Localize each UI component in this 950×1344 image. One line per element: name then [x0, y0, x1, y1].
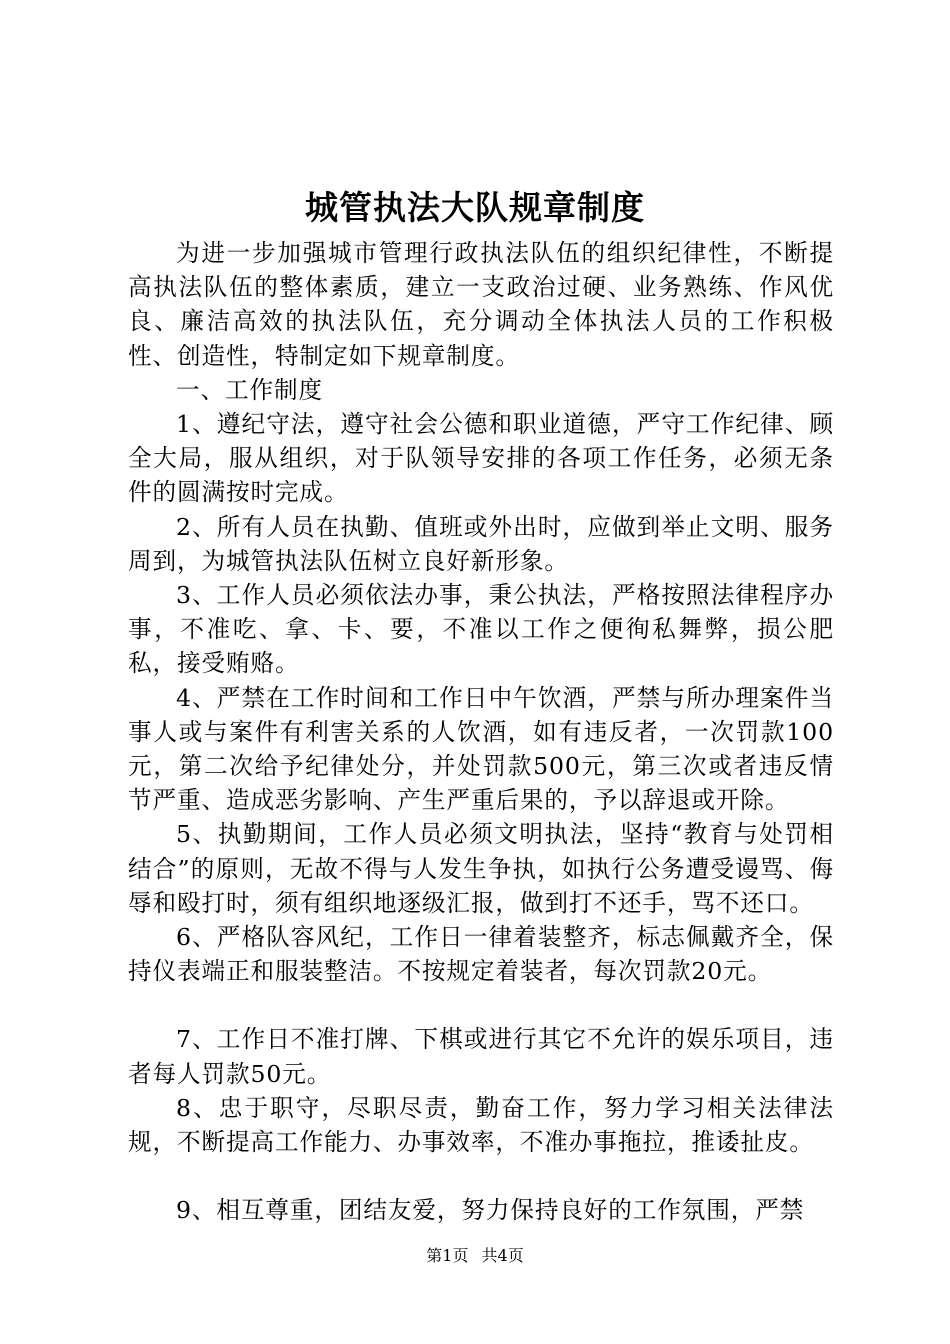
rule-paragraph: 9、相互尊重，团结友爱，努力保持良好的工作氛围，严禁: [176, 1196, 805, 1225]
document-title: 城管执法大队规章制度: [305, 188, 645, 227]
rule-paragraph: 5、执勤期间，工作人员必须文明执法，坚持“教育与处罚相结合”的原则，无故不得与人发生争执，如执行公务遭受谩骂、侮辱和殴打时，须有组织地逐级汇报，做到打不还手，骂不还口。: [128, 820, 834, 917]
rule-paragraph: 6、严格队容风纪，工作日一律着装整齐，标志佩戴齐全，保持仪表端正和服装整洁。不按规定着装者，每次罚款20元。: [128, 923, 834, 986]
rule-paragraph: 8、忠于职守，尽职尽责，勤奋工作，努力学习相关法律法规，不断提高工作能力、办事效率，不准办事拖拉，推诿扯皮。: [128, 1093, 834, 1157]
section-heading: 一、工作制度: [176, 375, 323, 404]
page-total: 共4页: [481, 1246, 524, 1265]
rule-paragraph: 1、遵纪守法，遵守社会公德和职业道德，严守工作纪律、顾全大局，服从组织，对于队领导安排的各项工作任务，必须无条件的圆满按时完成。: [128, 410, 834, 507]
document-body: [128, 236, 834, 1227]
rule-paragraph: 7、工作日不准打牌、下棋或进行其它不允许的娱乐项目，违者每人罚款50元。: [128, 1025, 834, 1088]
intro-paragraph: 为进一步加强城市管理行政执法队伍的组织纪律性，不断提高执法队伍的整体素质，建立一支政治过硬、业务熟练、作风优良、廉洁高效的执法队伍，充分调动全体执法人员的工作积极性、创造性，特制定如下规章制度。: [128, 239, 834, 370]
rule-paragraph: 2、所有人员在执勤、值班或外出时，应做到举止文明、服务周到，为城管执法队伍树立良好新形象。: [128, 512, 834, 575]
page-number: 第1页: [426, 1246, 469, 1265]
page-footer: [0, 1244, 950, 1268]
rule-paragraph: 3、工作人员必须依法办事，秉公执法，严格按照法律程序办事，不准吃、拿、卡、要，不准以工作之便徇私舞弊，损公肥私，接受贿赂。: [128, 581, 834, 678]
rule-paragraph: 4、严禁在工作时间和工作日中午饮酒，严禁与所办理案件当事人或与案件有利害关系的人饮酒，如有违反者，一次罚款100元，第二次给予纪律处分，并处罚款500元，第三次或者违反情节严重、造成恶劣影响、产生严重后果的，予以辞退或开除。: [128, 683, 834, 815]
